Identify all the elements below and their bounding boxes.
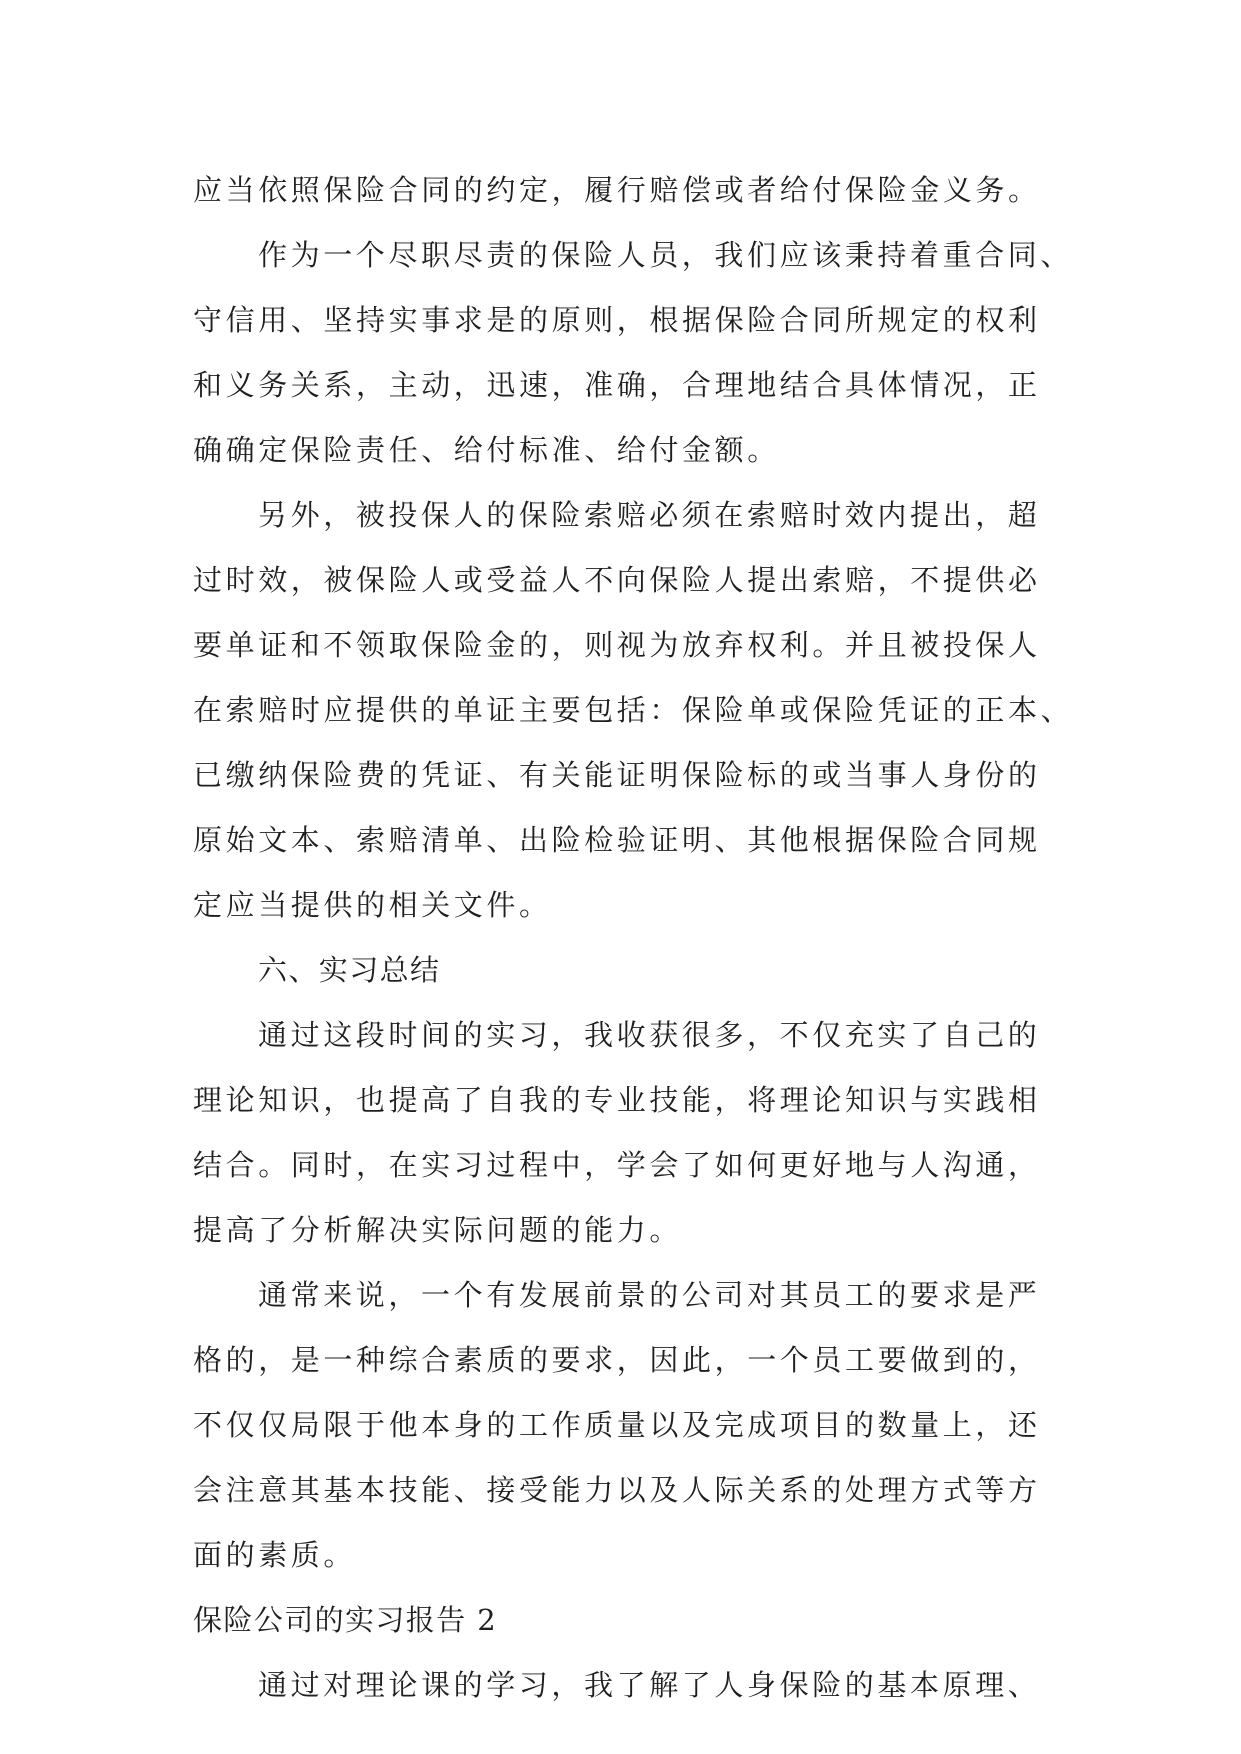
paragraph-line: 通过这段时间的实习，我收获很多，不仅充实了自己的 [258,1018,1041,1052]
paragraph-line: 和义务关系，主动，迅速，准确，合理地结合具体情况，正 [193,368,1041,402]
paragraph-line: 通常来说，一个有发展前景的公司对其员工的要求是严 [258,1278,1041,1312]
paragraph-line: 另外，被投保人的保险索赔必须在索赔时效内提出，超 [258,498,1041,532]
paragraph-line: 过时效，被保险人或受益人不向保险人提出索赔，不提供必 [193,563,1041,597]
paragraph-line: 会注意其基本技能、接受能力以及人际关系的处理方式等方 [193,1473,1041,1507]
paragraph-line: 格的，是一种综合素质的要求，因此，一个员工要做到的， [193,1343,1041,1377]
paragraph-line: 作为一个尽职尽责的保险人员，我们应该秉持着重合同、 [258,238,1074,272]
paragraph-line: 面的素质。 [193,1538,357,1572]
paragraph-line: 守信用、坚持实事求是的原则，根据保险合同所规定的权利 [193,303,1041,337]
paragraph-line: 原始文本、索赔清单、出险检验证明、其他根据保险合同规 [193,823,1041,857]
section-heading: 六、实习总结 [258,953,441,987]
paragraph-line: 理论知识，也提高了自我的专业技能，将理论知识与实践相 [193,1083,1041,1117]
report-title: 保险公司的实习报告 2 [193,1603,498,1637]
paragraph-line: 应当依照保险合同的约定，履行赔偿或者给付保险金义务。 [193,173,1041,207]
paragraph-line: 要单证和不领取保险金的，则视为放弃权利。并且被投保人 [193,628,1041,662]
paragraph-line: 不仅仅局限于他本身的工作质量以及完成项目的数量上，还 [193,1408,1041,1442]
document-body [193,158,1093,1718]
paragraph-line: 定应当提供的相关文件。 [193,888,552,922]
paragraph-line: 通过对理论课的学习，我了解了人身保险的基本原理、 [258,1668,1041,1702]
paragraph-line: 已缴纳保险费的凭证、有关能证明保险标的或当事人身份的 [193,758,1041,792]
paragraph-line: 在索赔时应提供的单证主要包括：保险单或保险凭证的正本、 [193,693,1074,727]
paragraph-line: 确确定保险责任、给付标准、给付金额。 [193,433,780,467]
paragraph-line: 结合。同时，在实习过程中，学会了如何更好地与人沟通， [193,1148,1041,1182]
paragraph-line: 提高了分析解决实际问题的能力。 [193,1213,683,1247]
